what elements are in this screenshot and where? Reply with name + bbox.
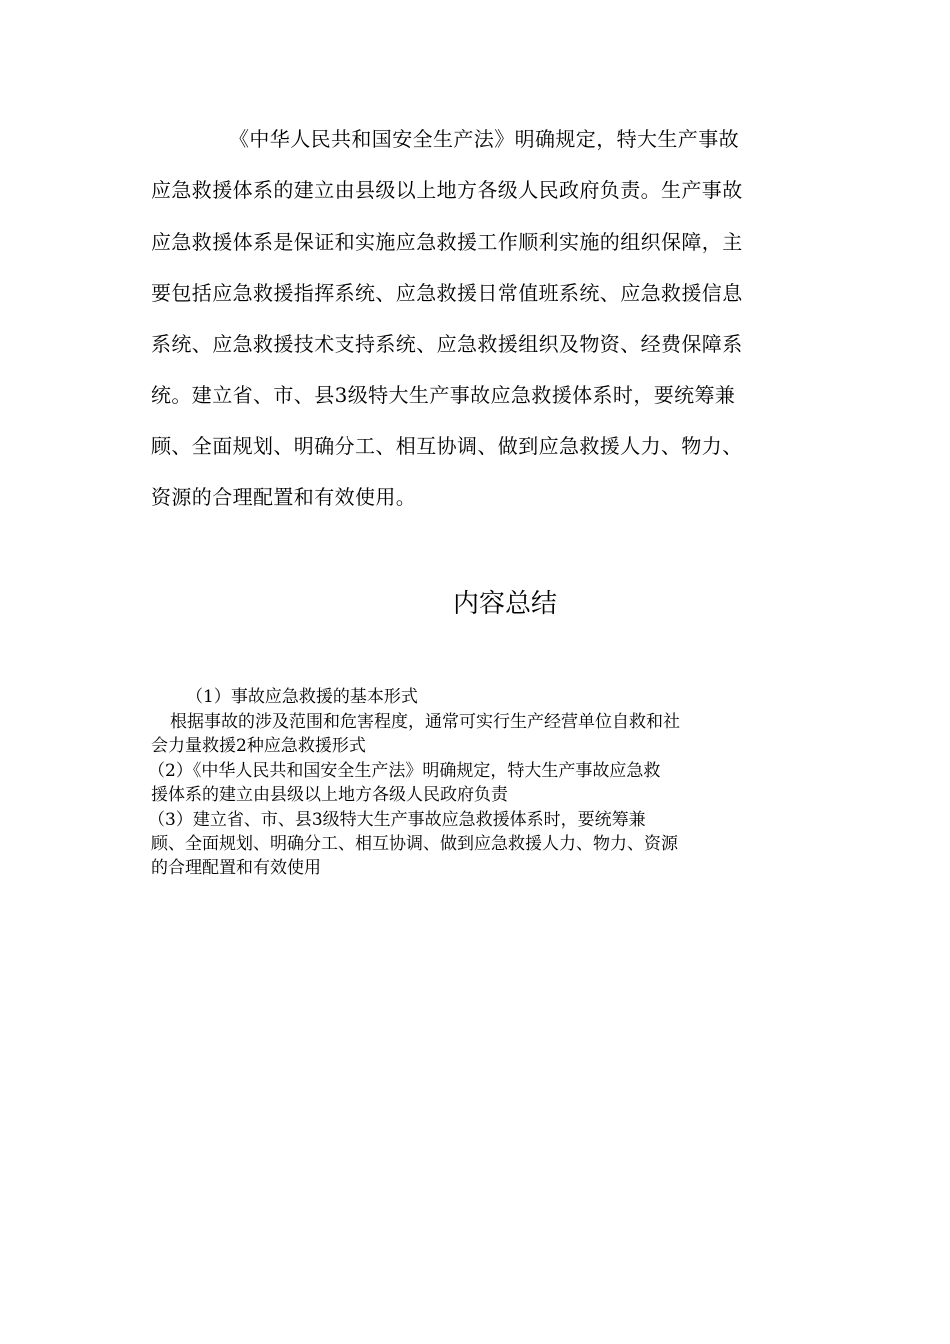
paragraph-line: 应急救援体系是保证和实施应急救援工作顺利实施的组织保障，主 <box>151 230 743 254</box>
summary-line: 会力量救援2种应急救援形式 <box>151 736 366 756</box>
paragraph-line: 系统、应急救援技术支持系统、应急救援组织及物资、经费保障系 <box>151 332 743 356</box>
summary-line: （1）事故应急救援的基本形式 <box>186 687 418 707</box>
paragraph-line: 要包括应急救援指挥系统、应急救援日常值班系统、应急救援信息 <box>151 281 743 305</box>
summary-line: 的合理配置和有效使用 <box>151 858 321 878</box>
summary-line: 援体系的建立由县级以上地方各级人民政府负责 <box>151 785 508 805</box>
paragraph-line: 顾、全面规划、明确分工、相互协调、做到应急救援人力、物力、 <box>151 434 743 458</box>
summary-line: 根据事故的涉及范围和危害程度，通常可实行生产经营单位自救和社 <box>170 712 680 732</box>
paragraph-line: 《中华人民共和国安全生产法》明确规定，特大生产事故 <box>229 127 739 151</box>
summary-line: 顾、全面规划、明确分工、相互协调、做到应急救援人力、物力、资源 <box>151 834 678 854</box>
summary-line: （2）《中华人民共和国安全生产法》明确规定，特大生产事故应急救 <box>148 761 661 781</box>
paragraph-line: 资源的合理配置和有效使用。 <box>151 485 417 509</box>
paragraph-line: 统。建立省、市、县3级特大生产事故应急救援体系时，要统筹兼 <box>151 383 736 407</box>
summary-line: （3）建立省、市、县3级特大生产事故应急救援体系时，要统筹兼 <box>148 810 646 830</box>
summary-title: 内容总结 <box>452 589 557 619</box>
paragraph-line: 应急救援体系的建立由县级以上地方各级人民政府负责。生产事故 <box>151 178 743 202</box>
